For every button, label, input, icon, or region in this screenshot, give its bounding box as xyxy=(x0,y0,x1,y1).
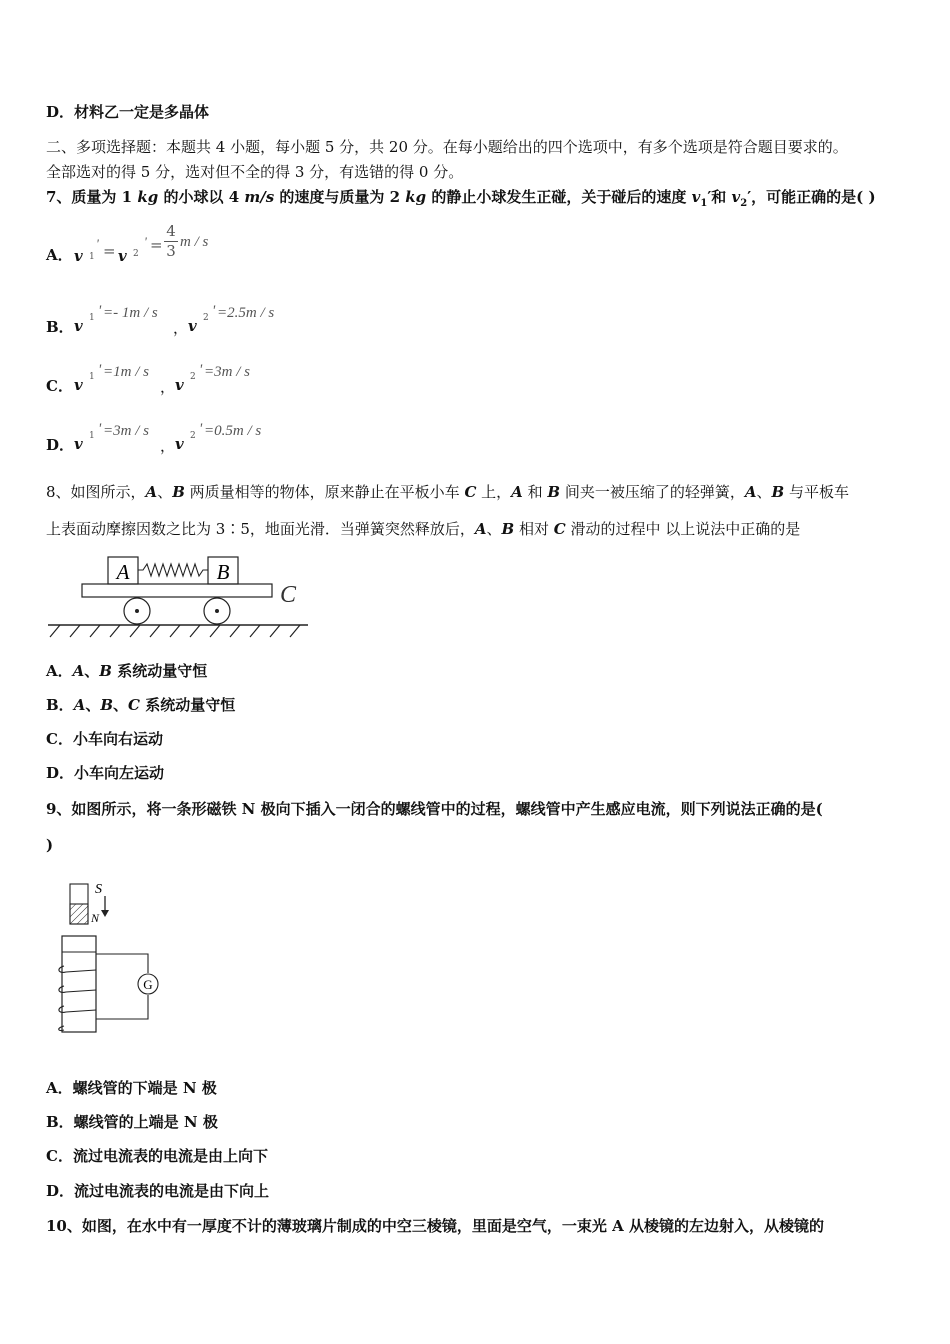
ground-hatching xyxy=(50,625,300,637)
q8-opt-label: A． xyxy=(46,662,73,680)
q7-option-d-v2: =0.5m / s xyxy=(204,423,262,439)
q8-sep: 、 xyxy=(756,483,772,501)
galvanometer-label: G xyxy=(143,977,153,992)
wheel-left-axle xyxy=(135,609,139,613)
block-a-label: A xyxy=(116,560,130,584)
magnet-n-label: N xyxy=(91,911,100,925)
q8-text: 上， xyxy=(476,483,512,501)
q8-option-d: D．小车向左运动 xyxy=(46,764,165,782)
q7-option-c-formula: v 1 ' =1m / s ， v 2 ' =3m / s xyxy=(74,362,250,396)
q7-v2-sub: 2 xyxy=(740,198,748,209)
q7-option-d-formula: v 1 ' =3m / s ， v 2 ' =0.5m / s xyxy=(74,421,262,455)
q7-v1p: ′和 xyxy=(707,188,732,206)
section2-line1: 二、多项选择题：本题共 4 小题，每小题 5 分，共 20 分。在每小题给出的四个选项中，有多个选项是符合题目要求的。 xyxy=(46,138,848,156)
section2-line2: 全部选对的得 5 分，选对但不全的得 3 分，有选错的得 0 分。 xyxy=(46,163,464,181)
q7-option-a-numerator: 4 xyxy=(166,222,176,240)
q9-stem-line1: 9、如图所示，将一条形磁铁 N 极向下插入一闭合的螺线管中的过程，螺线管中产生感应电流，则下列说法正确的是( xyxy=(46,800,823,818)
q8-sep: 、 xyxy=(157,483,173,501)
q9-solenoid-figure xyxy=(52,878,172,1040)
q7-option-b-label: B． xyxy=(46,318,74,336)
q7-stem-d: 的静止小球发生正碰，关于碰后的速度 xyxy=(426,188,692,206)
wire-bottom xyxy=(96,995,148,1019)
prev-option-d: D．材料乙一定是多晶体 xyxy=(46,103,210,121)
q8-B: B xyxy=(172,483,185,501)
q7-v1: v xyxy=(691,188,701,206)
q8-B: B xyxy=(771,483,785,501)
wheel-right-axle xyxy=(215,609,219,613)
block-b-label: B xyxy=(216,560,230,584)
q7-option-b-v2: =2.5m / s xyxy=(217,305,275,321)
q8-A: A xyxy=(474,520,487,538)
q8-stem-line1 xyxy=(46,482,849,502)
q8-C: C xyxy=(128,696,140,714)
q7-stem xyxy=(46,187,876,214)
spring xyxy=(138,564,208,576)
q8-text: 和 xyxy=(522,483,548,501)
q7-v: 4 xyxy=(228,188,240,206)
q7-option-a-denominator: 3 xyxy=(166,242,176,260)
q8-opt-text: 系统动量守恒 xyxy=(140,696,236,714)
q7-stem-a: 7、质量为 xyxy=(46,188,122,206)
q8-option-a xyxy=(46,661,207,681)
q9-stem-line2: ) xyxy=(46,836,54,854)
wire-top xyxy=(96,954,148,973)
arrow-head xyxy=(101,910,109,917)
q7-v2p: ′，可能正确的是( ) xyxy=(747,188,876,206)
q10-stem-line1: 10、如图，在水中有一厚度不计的薄玻璃片制成的中空三棱镜，里面是空气，一束光 A 从棱镜的左边射入，从棱镜的 xyxy=(46,1217,824,1235)
q8-C: C xyxy=(464,483,477,501)
q8-A: A xyxy=(145,483,158,501)
q7-option-b-formula: v 1 ' =- 1m / s ， v 2 ' =2.5m / s xyxy=(74,303,275,337)
magnet-n-pole xyxy=(70,904,88,924)
solenoid-coil xyxy=(59,966,96,1031)
q8-opt-label: B． xyxy=(46,696,74,714)
q9-option-a: A．螺线管的下端是 N 极 xyxy=(46,1079,217,1097)
q8-B: B xyxy=(100,696,114,714)
q7-kg2: kg xyxy=(405,188,427,206)
q7-option-a-label: A． xyxy=(46,246,73,264)
q7-option-d-label: D． xyxy=(46,436,75,454)
solenoid-tube xyxy=(62,936,96,1032)
q9-option-d: D．流过电流表的电流是由下向上 xyxy=(46,1182,270,1200)
q7-option-a-formula: v 1 ' = v 2 ' = 4 3 m / s xyxy=(74,222,209,265)
q8-sep: 、 xyxy=(486,520,502,538)
q9-option-c: C．流过电流表的电流是由上向下 xyxy=(46,1147,268,1165)
q7-option-d-v1: =3m / s xyxy=(103,423,149,439)
q8-text: 与平板车 xyxy=(784,483,849,501)
cart-label: C xyxy=(279,582,297,608)
q8-B: B xyxy=(501,520,515,538)
q8-text: 间夹一被压缩了的轻弹簧， xyxy=(560,483,745,501)
q7-ms: m/s xyxy=(244,188,275,206)
q7-m1: 1 xyxy=(121,188,133,206)
q8-B: B xyxy=(99,662,112,680)
q8-sep: 、 xyxy=(85,696,101,714)
q8-text: 两质量相等的物体，原来静止在平板小车 xyxy=(184,483,465,501)
q8-sep: 、 xyxy=(113,696,129,714)
q7-stem-b: 的小球以 xyxy=(158,188,229,206)
q8-stem-line2 xyxy=(46,519,800,539)
q8-text: 滑动的过程中 以上说法中正确的是 xyxy=(565,520,801,538)
q8-text: 8、如图所示， xyxy=(46,483,146,501)
q8-opt-text: 系统动量守恒 xyxy=(111,662,208,680)
q7-option-c-v2: =3m / s xyxy=(204,364,250,380)
q7-option-c-v1: =1m / s xyxy=(103,364,149,380)
q8-A: A xyxy=(744,483,757,501)
q7-option-c-label: C． xyxy=(46,377,73,395)
q7-kg1: kg xyxy=(137,188,159,206)
q7-option-b-v1: =- 1m / s xyxy=(103,305,158,321)
magnet-s-label: S xyxy=(95,882,102,897)
q7-m2: 2 xyxy=(389,188,401,206)
q7-v2: v xyxy=(731,188,741,206)
q7-stem-c: 的速度与质量为 xyxy=(274,188,390,206)
q8-text: 上表面动摩擦因数之比为 3∶5，地面光滑．当弹簧突然释放后， xyxy=(46,520,475,538)
q8-option-b xyxy=(46,695,235,715)
cart-board xyxy=(82,584,272,597)
q8-A: A xyxy=(73,696,86,714)
q8-B: B xyxy=(547,483,561,501)
q8-A: A xyxy=(511,483,523,501)
q7-option-a-unit: m / s xyxy=(180,234,209,250)
q7-v1-sub: 1 xyxy=(700,198,708,209)
q8-option-c: C．小车向右运动 xyxy=(46,730,163,748)
q8-cart-figure xyxy=(46,548,310,642)
q8-C: C xyxy=(553,520,566,538)
q8-A: A xyxy=(72,662,85,680)
q9-option-b: B．螺线管的上端是 N 极 xyxy=(46,1113,218,1131)
q8-sep: 、 xyxy=(84,662,100,680)
q8-text: 相对 xyxy=(514,520,554,538)
